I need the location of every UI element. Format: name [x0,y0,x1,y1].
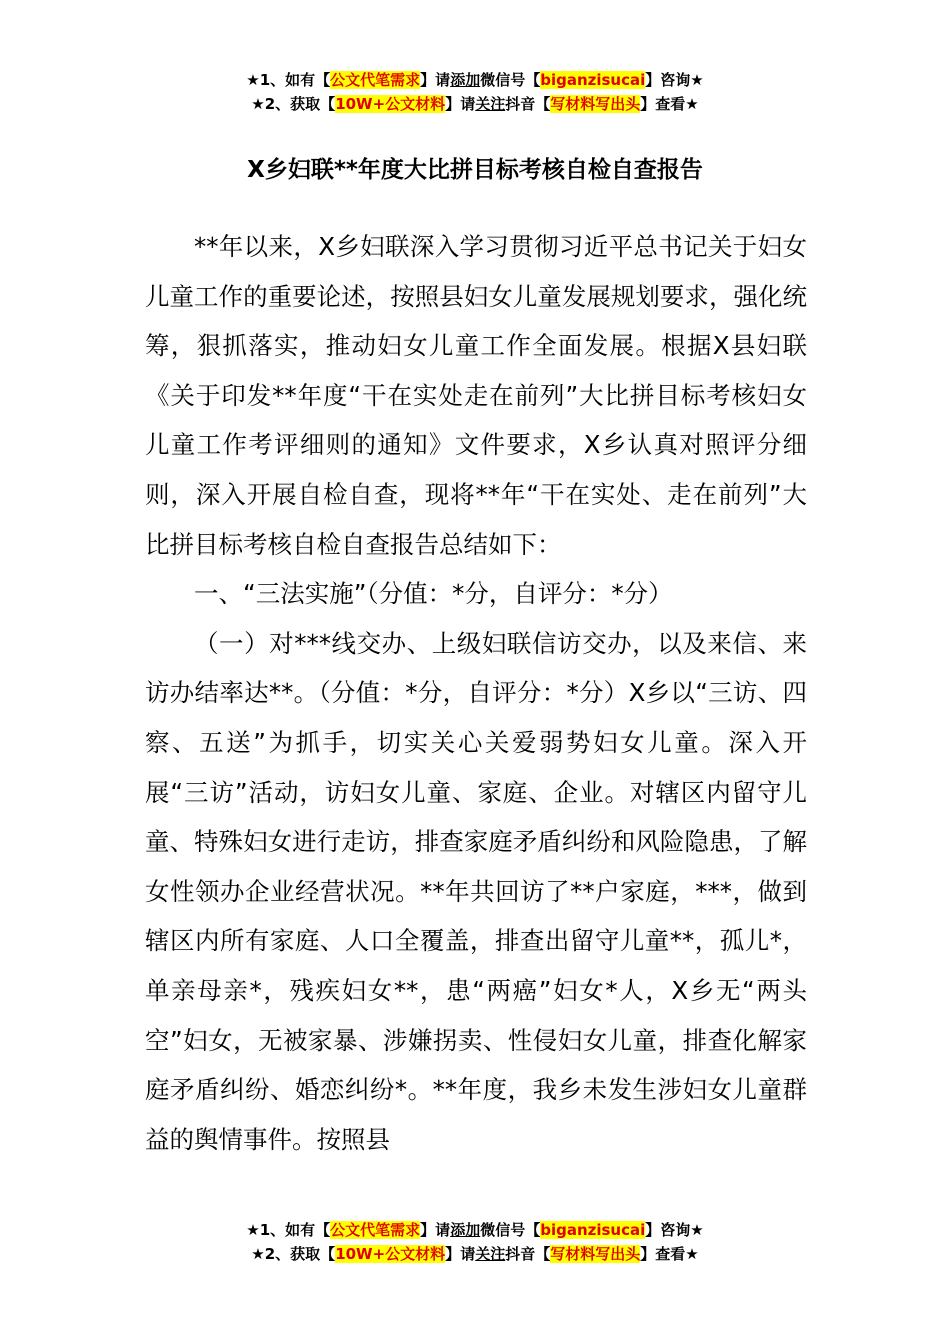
banner-highlight: 写材料写出头 [550,95,641,113]
banner-underline: 关注 [475,95,506,113]
banner-text: 抖音【 [505,95,551,113]
banner-text: 】请 [445,95,476,113]
banner-text: ★1、如有【 [246,1221,331,1239]
banner-line-2 [0,1242,950,1266]
banner-highlight: 公文代笔需求 [330,71,421,89]
footer-banner [0,1218,950,1266]
banner-underline: 关注 [475,1245,506,1263]
banner-text: 微信号【 [480,1221,541,1239]
banner-text: 】查看★ [640,1245,699,1263]
banner-text: 】咨询★ [645,71,704,89]
banner-text: ★2、获取【 [251,95,336,113]
banner-highlight: 写材料写出头 [550,1245,641,1263]
header-banner [0,68,950,116]
banner-highlight: 10W+公文材料 [335,95,446,113]
section-heading-1: 一、“三法实施”（分值：*分，自评分：*分） [194,579,673,609]
banner-highlight: biganzisucai [540,71,646,89]
banner-text: 】查看★ [640,95,699,113]
banner-text: ★2、获取【 [251,1245,336,1263]
banner-highlight: 公文代笔需求 [330,1221,421,1239]
banner-text: 微信号【 [480,71,541,89]
banner-line-1 [0,68,950,92]
banner-text: 】请 [445,1245,476,1263]
banner-underline: 添加 [450,71,481,89]
banner-underline: 添加 [450,1221,481,1239]
banner-text: ★1、如有【 [246,71,331,89]
paragraph-intro: **年以来，X乡妇联深入学习贯彻习近平总书记关于妇女儿童工作的重要论述，按照县妇女儿童发展规划要求，强化统筹，狠抓落实，推动妇女儿童工作全面发展。根据X县妇联《关于印发**年度“干在实处走在前列”大比拼目标考核妇女儿童工作考评细则的通知》文件要求，X乡认真对照评分细则，深入开展自检自查，现将**年“干在实处、走在前列”大比拼目标考核自检自查报告总结如下： [145,232,807,559]
banner-line-1 [0,1218,950,1242]
banner-text: 】请 [420,71,451,89]
banner-text: 】请 [420,1221,451,1239]
document-title: X乡妇联**年度大比拼目标考核自检自查报告 [247,157,703,183]
banner-text: 抖音【 [505,1245,551,1263]
banner-line-2 [0,92,950,116]
banner-highlight: biganzisucai [540,1221,646,1239]
banner-text: 】咨询★ [645,1221,704,1239]
banner-highlight: 10W+公文材料 [335,1245,446,1263]
document-body [145,222,807,1164]
paragraph-item-1: （一）对***线交办、上级妇联信访交办，以及来信、来访办结率达**。（分值：*分，自评分：*分）X乡以“三访、四察、五送”为抓手，切实关心关爱弱势妇女儿童。深入开展“三访”活动，访妇女儿童、家庭、企业。对辖区内留守儿童、特殊妇女进行走访，排查家庭矛盾纠纷和风险隐患，了解女性领办企业经营状况。**年共回访了**户家庭，***，做到辖区内所有家庭、人口全覆盖，排查出留守儿童**，孤儿*，单亲母亲*，残疾妇女**，患“两癌”妇女*人，X乡无“两头空”妇女，无被家暴、涉嫌拐卖、性侵妇女儿童，排查化解家庭矛盾纠纷、婚恋纠纷*。**年度，我乡未发生涉妇女儿童群益的舆情事件。按照县 [145,628,807,1154]
